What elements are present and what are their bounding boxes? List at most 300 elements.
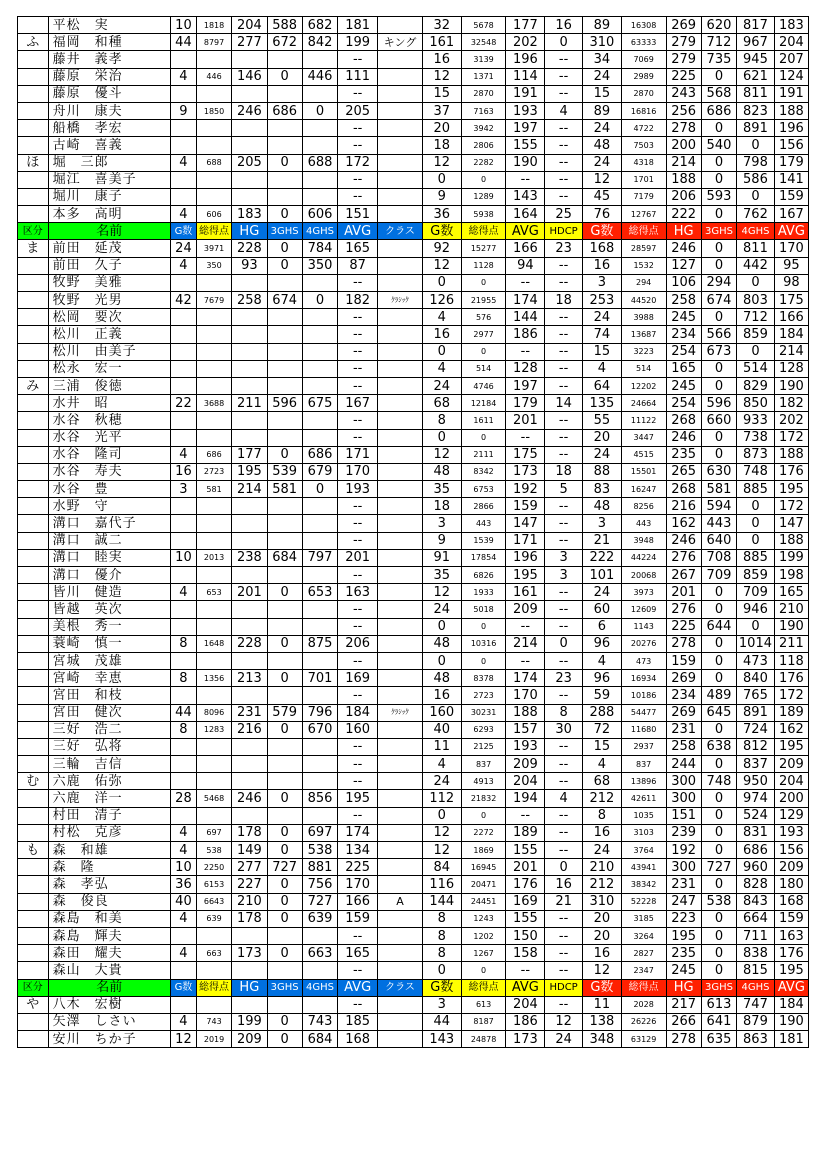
score-cell: 155 — [506, 910, 545, 927]
score-cell: -- — [545, 515, 583, 532]
score-cell — [196, 137, 231, 154]
score-cell: 277 — [232, 859, 267, 876]
score-cell: 8187 — [461, 1013, 506, 1030]
score-cell: 84 — [422, 859, 461, 876]
score-cell: 174 — [506, 670, 545, 687]
score-cell: 2866 — [461, 498, 506, 515]
column-header: G数 — [171, 979, 197, 996]
score-cell: 16816 — [621, 102, 666, 119]
kana-group-cell — [18, 274, 49, 291]
score-cell: 160 — [338, 721, 378, 738]
score-cell — [171, 687, 197, 704]
score-cell: 11122 — [621, 412, 666, 429]
score-cell — [378, 171, 423, 188]
score-cell: 9 — [422, 188, 461, 205]
score-cell: 32 — [422, 17, 461, 34]
score-cell: 24878 — [461, 1031, 506, 1048]
score-cell — [196, 51, 231, 68]
score-cell: 245 — [666, 309, 701, 326]
score-cell: 4 — [582, 756, 621, 773]
table-row — [18, 704, 809, 721]
score-cell: 144 — [422, 893, 461, 910]
score-cell: 823 — [737, 102, 775, 119]
score-cell: 12 — [545, 1013, 583, 1030]
score-cell: 16 — [582, 945, 621, 962]
score-cell: 2282 — [461, 154, 506, 171]
score-cell: 967 — [737, 34, 775, 51]
score-cell: 1611 — [461, 412, 506, 429]
score-cell: 310 — [582, 893, 621, 910]
score-cell: 45 — [582, 188, 621, 205]
score-cell: 166 — [338, 893, 378, 910]
score-cell: -- — [338, 51, 378, 68]
score-cell — [232, 567, 267, 584]
score-cell: 850 — [737, 395, 775, 412]
table-row — [18, 446, 809, 463]
score-cell: 126 — [422, 292, 461, 309]
score-cell: 743 — [196, 1013, 231, 1030]
score-cell — [267, 996, 302, 1013]
score-cell: 3 — [582, 515, 621, 532]
player-name-cell: 藤原 優斗 — [48, 85, 170, 102]
score-cell: 124 — [774, 68, 808, 85]
score-cell: 12609 — [621, 601, 666, 618]
column-header: HG — [666, 979, 701, 996]
table-row — [18, 601, 809, 618]
score-cell: 539 — [267, 463, 302, 480]
score-cell — [302, 756, 337, 773]
score-cell: 92 — [422, 240, 461, 257]
score-cell — [171, 738, 197, 755]
score-cell — [378, 996, 423, 1013]
score-cell: 178 — [232, 910, 267, 927]
table-row — [18, 687, 809, 704]
score-cell: -- — [545, 412, 583, 429]
player-name-cell: 松川 由美子 — [48, 343, 170, 360]
score-cell: 0 — [701, 790, 736, 807]
table-row — [18, 618, 809, 635]
kana-group-cell — [18, 343, 49, 360]
score-cell — [378, 515, 423, 532]
player-name-cell: 松川 正義 — [48, 326, 170, 343]
score-cell — [302, 51, 337, 68]
score-cell: 35 — [422, 567, 461, 584]
score-cell: 12202 — [621, 377, 666, 394]
score-cell — [302, 274, 337, 291]
score-cell: 0 — [461, 618, 506, 635]
score-cell: 276 — [666, 549, 701, 566]
table-row — [18, 773, 809, 790]
column-header: G数 — [422, 223, 461, 240]
score-cell: 0 — [737, 532, 775, 549]
score-cell: 2111 — [461, 446, 506, 463]
score-cell: 3 — [545, 567, 583, 584]
player-name-cell: 前田 延茂 — [48, 240, 170, 257]
score-cell: 146 — [232, 68, 267, 85]
score-cell — [378, 51, 423, 68]
score-cell: 815 — [737, 962, 775, 979]
score-cell: 44520 — [621, 292, 666, 309]
table-row — [18, 567, 809, 584]
score-cell: 189 — [506, 824, 545, 841]
score-cell — [196, 807, 231, 824]
score-cell: 199 — [338, 34, 378, 51]
score-cell: -- — [545, 120, 583, 137]
score-cell: 4722 — [621, 120, 666, 137]
kana-group-cell — [18, 790, 49, 807]
score-cell: 670 — [302, 721, 337, 738]
score-cell — [171, 652, 197, 669]
column-header: 4GHS — [302, 223, 337, 240]
score-cell — [196, 618, 231, 635]
score-cell: 686 — [737, 842, 775, 859]
score-cell: 269 — [666, 704, 701, 721]
score-cell: 210 — [232, 893, 267, 910]
score-cell: 12 — [422, 154, 461, 171]
score-cell: 178 — [232, 824, 267, 841]
kana-group-cell — [18, 893, 49, 910]
score-cell: -- — [506, 274, 545, 291]
score-cell: 182 — [338, 292, 378, 309]
player-name-cell: 森山 大貴 — [48, 962, 170, 979]
score-cell: 235 — [666, 945, 701, 962]
player-name-cell: 船橋 孝宏 — [48, 120, 170, 137]
score-cell: 174 — [506, 292, 545, 309]
score-cell: 0 — [545, 859, 583, 876]
player-name-cell: 宮田 和枝 — [48, 687, 170, 704]
score-cell: 579 — [267, 704, 302, 721]
score-cell: 288 — [582, 704, 621, 721]
table-row — [18, 257, 809, 274]
table-row — [18, 498, 809, 515]
score-cell: 8096 — [196, 704, 231, 721]
bowling-score-table — [17, 16, 809, 1048]
score-cell — [232, 309, 267, 326]
table-row — [18, 137, 809, 154]
score-cell: 150 — [506, 927, 545, 944]
score-cell: 246 — [232, 102, 267, 119]
score-cell: 859 — [737, 567, 775, 584]
score-cell: 891 — [737, 120, 775, 137]
score-cell: 201 — [232, 584, 267, 601]
score-cell: 192 — [506, 481, 545, 498]
score-cell — [171, 412, 197, 429]
score-cell: 20068 — [621, 567, 666, 584]
score-cell: 21 — [545, 893, 583, 910]
score-cell: 24 — [582, 446, 621, 463]
score-cell: キング — [378, 34, 423, 51]
score-cell: 0 — [701, 377, 736, 394]
score-cell: 278 — [666, 120, 701, 137]
score-cell: 3223 — [621, 343, 666, 360]
score-cell — [196, 996, 231, 1013]
score-cell: 12 — [422, 584, 461, 601]
column-header: HDCP — [545, 223, 583, 240]
score-cell: 214 — [774, 343, 808, 360]
score-cell — [378, 927, 423, 944]
table-row — [18, 68, 809, 85]
score-cell: 24 — [582, 584, 621, 601]
table-row — [18, 721, 809, 738]
kana-group-cell — [18, 721, 49, 738]
score-cell — [378, 240, 423, 257]
score-cell: 4 — [582, 652, 621, 669]
score-cell: 20 — [582, 910, 621, 927]
score-cell: 0 — [737, 188, 775, 205]
score-cell — [267, 687, 302, 704]
score-cell — [302, 188, 337, 205]
score-cell: 245 — [666, 377, 701, 394]
score-cell — [196, 532, 231, 549]
score-cell: 24 — [422, 601, 461, 618]
score-cell — [378, 102, 423, 119]
score-cell: -- — [545, 807, 583, 824]
score-cell — [232, 927, 267, 944]
score-cell: 225 — [666, 68, 701, 85]
kana-group-cell — [18, 962, 49, 979]
score-cell: -- — [506, 652, 545, 669]
score-cell: 581 — [196, 481, 231, 498]
score-cell: -- — [338, 927, 378, 944]
score-cell: 747 — [737, 996, 775, 1013]
score-cell — [267, 601, 302, 618]
score-cell: 188 — [774, 102, 808, 119]
score-cell: 3971 — [196, 240, 231, 257]
score-cell: 24 — [582, 842, 621, 859]
score-cell: 840 — [737, 670, 775, 687]
table-row — [18, 360, 809, 377]
score-cell: -- — [338, 343, 378, 360]
score-cell: 193 — [506, 738, 545, 755]
score-cell: 3447 — [621, 429, 666, 446]
kana-group-cell — [18, 584, 49, 601]
score-cell: 0 — [737, 274, 775, 291]
kana-group-cell — [18, 618, 49, 635]
score-cell: 885 — [737, 481, 775, 498]
score-cell: 727 — [267, 859, 302, 876]
score-cell: -- — [506, 343, 545, 360]
column-header: 3GHS — [701, 979, 736, 996]
score-cell — [232, 51, 267, 68]
score-cell: 0 — [701, 807, 736, 824]
score-cell: 14 — [545, 395, 583, 412]
score-cell: 2019 — [196, 1031, 231, 1048]
score-cell: 4 — [171, 584, 197, 601]
score-cell: 12 — [582, 962, 621, 979]
score-cell — [378, 601, 423, 618]
score-cell: -- — [545, 962, 583, 979]
score-cell: 3 — [582, 274, 621, 291]
score-cell: 684 — [302, 1031, 337, 1048]
score-cell: -- — [545, 738, 583, 755]
score-cell: 1035 — [621, 807, 666, 824]
score-cell: 653 — [196, 584, 231, 601]
score-cell: 88 — [582, 463, 621, 480]
score-cell: 4913 — [461, 773, 506, 790]
score-cell: 211 — [774, 635, 808, 652]
table-row — [18, 85, 809, 102]
kana-group-cell: ま — [18, 240, 49, 257]
player-name-cell: 水谷 隆司 — [48, 446, 170, 463]
score-cell — [171, 962, 197, 979]
score-cell: 258 — [666, 292, 701, 309]
score-cell: 268 — [666, 412, 701, 429]
score-cell — [378, 549, 423, 566]
score-cell: 2250 — [196, 859, 231, 876]
score-cell: 128 — [506, 360, 545, 377]
score-cell: 201 — [506, 859, 545, 876]
score-cell — [171, 515, 197, 532]
score-cell: 837 — [737, 756, 775, 773]
table-row — [18, 412, 809, 429]
score-cell — [171, 996, 197, 1013]
score-cell: 43941 — [621, 859, 666, 876]
kana-group-cell — [18, 51, 49, 68]
score-cell: 161 — [422, 34, 461, 51]
player-name-cell: 村松 克彦 — [48, 824, 170, 841]
score-cell: 20 — [582, 429, 621, 446]
score-cell: 202 — [774, 412, 808, 429]
score-cell: 442 — [737, 257, 775, 274]
kana-group-cell — [18, 446, 49, 463]
score-cell — [267, 962, 302, 979]
score-cell — [378, 584, 423, 601]
score-cell: 228 — [232, 635, 267, 652]
score-cell: -- — [338, 996, 378, 1013]
score-cell: 76 — [582, 206, 621, 223]
score-cell: -- — [545, 137, 583, 154]
score-cell — [378, 257, 423, 274]
score-cell: 204 — [506, 773, 545, 790]
score-cell: 8 — [545, 704, 583, 721]
score-cell: 159 — [666, 652, 701, 669]
player-name-cell: 安川 ちか子 — [48, 1031, 170, 1048]
player-name-cell: 水谷 光平 — [48, 429, 170, 446]
score-cell: -- — [338, 498, 378, 515]
score-cell — [378, 842, 423, 859]
score-cell: 24 — [582, 309, 621, 326]
score-cell: 93 — [232, 257, 267, 274]
score-cell: 8256 — [621, 498, 666, 515]
score-cell: 112 — [422, 790, 461, 807]
score-cell: 22 — [171, 395, 197, 412]
score-cell: 138 — [582, 1013, 621, 1030]
score-cell — [302, 807, 337, 824]
score-cell: -- — [338, 532, 378, 549]
score-cell: 16 — [545, 876, 583, 893]
score-cell: 195 — [774, 962, 808, 979]
table-row — [18, 1031, 809, 1048]
score-cell: 3 — [422, 996, 461, 1013]
score-cell: 254 — [666, 343, 701, 360]
score-cell: -- — [506, 962, 545, 979]
player-name-cell: 矢澤 しさい — [48, 1013, 170, 1030]
score-cell: 586 — [737, 171, 775, 188]
score-cell: 199 — [232, 1013, 267, 1030]
score-cell: 2013 — [196, 549, 231, 566]
score-cell — [196, 567, 231, 584]
score-cell: 3 — [422, 515, 461, 532]
score-cell: 144 — [506, 309, 545, 326]
score-cell: 38342 — [621, 876, 666, 893]
score-cell: 831 — [737, 824, 775, 841]
score-cell: 162 — [666, 515, 701, 532]
score-cell: 28597 — [621, 240, 666, 257]
player-name-cell: 三輪 吉信 — [48, 756, 170, 773]
score-cell: 4 — [171, 154, 197, 171]
score-cell: 0 — [701, 824, 736, 841]
table-row — [18, 274, 809, 291]
score-cell: 246 — [232, 790, 267, 807]
score-cell: 663 — [196, 945, 231, 962]
score-cell: 183 — [774, 17, 808, 34]
score-cell: 1143 — [621, 618, 666, 635]
player-name-cell: 水谷 秋穂 — [48, 412, 170, 429]
score-cell: 3942 — [461, 120, 506, 137]
score-cell: 191 — [506, 85, 545, 102]
score-cell: 157 — [506, 721, 545, 738]
score-cell: 885 — [737, 549, 775, 566]
score-cell: 181 — [774, 1031, 808, 1048]
score-cell: 0 — [701, 635, 736, 652]
player-name-cell: 皆越 英次 — [48, 601, 170, 618]
score-cell: 214 — [506, 635, 545, 652]
score-cell: 697 — [196, 824, 231, 841]
score-cell: 0 — [701, 962, 736, 979]
score-cell — [267, 343, 302, 360]
kana-group-cell — [18, 412, 49, 429]
score-cell: 4 — [171, 206, 197, 223]
score-cell: 6826 — [461, 567, 506, 584]
score-cell: 0 — [302, 292, 337, 309]
kana-group-cell — [18, 549, 49, 566]
score-cell — [232, 120, 267, 137]
column-header: 総得点 — [461, 979, 506, 996]
score-cell: 4 — [171, 945, 197, 962]
table-row — [18, 102, 809, 119]
column-header: 3GHS — [267, 223, 302, 240]
score-cell — [378, 481, 423, 498]
score-cell: 206 — [666, 188, 701, 205]
score-cell: 0 — [422, 171, 461, 188]
score-cell: 974 — [737, 790, 775, 807]
table-row — [18, 790, 809, 807]
score-cell — [267, 274, 302, 291]
score-cell: 7679 — [196, 292, 231, 309]
score-cell: -- — [545, 85, 583, 102]
score-cell — [232, 429, 267, 446]
score-cell: 568 — [701, 85, 736, 102]
score-cell: 143 — [506, 188, 545, 205]
score-cell: -- — [338, 360, 378, 377]
score-cell: 214 — [232, 481, 267, 498]
score-cell — [378, 876, 423, 893]
score-cell: 63129 — [621, 1031, 666, 1048]
kana-group-cell — [18, 876, 49, 893]
score-cell: 3973 — [621, 584, 666, 601]
score-cell: 147 — [506, 515, 545, 532]
score-cell: 167 — [338, 395, 378, 412]
score-cell — [267, 807, 302, 824]
score-cell: -- — [338, 962, 378, 979]
score-cell: -- — [338, 309, 378, 326]
score-cell: 48 — [582, 137, 621, 154]
score-cell — [378, 377, 423, 394]
kana-group-cell — [18, 309, 49, 326]
score-cell: -- — [338, 274, 378, 291]
score-cell: 30231 — [461, 704, 506, 721]
score-cell: 188 — [506, 704, 545, 721]
